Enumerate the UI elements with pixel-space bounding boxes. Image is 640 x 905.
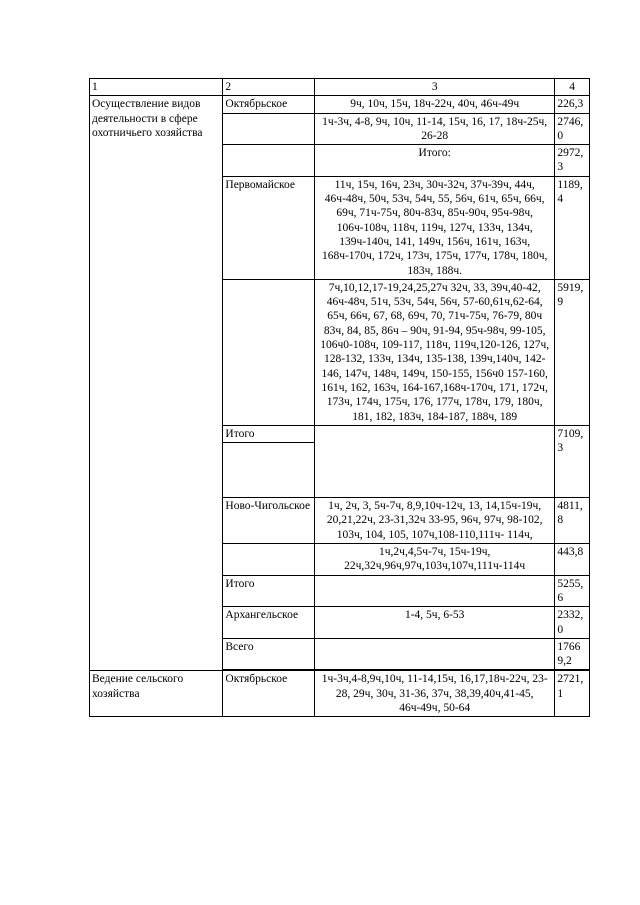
- area-cell: 2972,3: [555, 145, 590, 177]
- plots-cell: 1ч-3ч, 4-8, 9ч, 10ч, 11-14, 15ч, 16, 17, 18ч-25ч, 26-28: [315, 113, 555, 145]
- header-col-4: 4: [555, 79, 590, 96]
- district-cell: [223, 544, 315, 576]
- district-cell: [223, 113, 315, 145]
- area-cell: 2746,0: [555, 113, 590, 145]
- subtotal-label: Итого:: [315, 145, 555, 177]
- district-cell: Октябрьское: [223, 671, 315, 717]
- district-cell: Первомайское: [223, 176, 315, 279]
- activity-cell: Ведение сельского хозяйства: [90, 671, 223, 717]
- area-cell: 4811,8: [555, 498, 590, 544]
- header-col-3: 3: [315, 79, 555, 96]
- district-cell: Итого: [223, 575, 315, 607]
- plots-cell: 7ч,10,12,17-19,24,25,27ч 32ч, 33, 39ч,40-42, 46ч-48ч, 51ч, 53ч, 54ч, 56ч, 57-60,61ч,62-64, 65ч, 66ч, 67, 68, 69ч, 70, 71ч-75ч, 76-79, 80ч 83ч, 84, 85, 86ч – 90ч, 91-94, 95ч-98ч, 99-105, 106ч0-108ч, 109-117, 118ч, 119ч,120-126, 127ч, 128-132, 133ч, 134ч, 135-138, 139ч,140ч, 142-146, 147ч, 148ч, 149ч, 150-155, 156ч0 157-160, 161ч, 162, 163ч, 164-167,168ч-170ч, 171, 172ч, 173ч, 174ч, 175ч, 176, 177ч, 178ч, 179, 180ч, 181, 182, 183ч, 184-187, 188ч, 189: [315, 279, 555, 425]
- district-cell: [223, 279, 315, 425]
- plots-cell: 1ч, 2ч, 3, 5ч-7ч, 8,9,10ч-12ч, 13, 14,15ч-19ч, 20,21,22ч, 23-31,32ч 33-95, 96ч, 97ч, 98-102, 103ч, 104, 105, 107ч,108-110,111ч- 114ч,: [315, 498, 555, 544]
- area-cell: 5255,6: [555, 575, 590, 607]
- area-cell: 2721,1: [555, 671, 590, 717]
- district-cell: Ново-Чигольское: [223, 498, 315, 544]
- area-cell: 17669,2: [555, 638, 590, 670]
- plots-cell: 1ч-3ч,4-8,9ч,10ч, 11-14,15ч, 16,17,18ч-22ч, 23-28, 29ч, 30ч, 31-36, 37ч, 38,39,40ч,41-45, 46ч-49ч, 50-64: [315, 671, 555, 717]
- table-row: [90, 671, 590, 717]
- plots-cell: 11ч, 15ч, 16ч, 23ч, 30ч-32ч, 37ч-39ч, 44ч, 46ч-48ч, 50ч, 53ч, 54ч, 55, 56ч, 61ч, 65ч, 66ч, 69ч, 71ч-75ч, 80ч-83ч, 85ч-90ч, 95ч-98ч, 106ч-108ч, 118ч, 119ч, 127ч, 133ч, 134ч, 139ч-140ч, 141, 149ч, 156ч, 161ч, 163ч, 168ч-170ч, 172ч, 173ч, 175ч, 177ч, 178ч, 180ч, 183ч, 188ч.: [315, 176, 555, 279]
- area-cell: 443,8: [555, 544, 590, 576]
- plots-cell: 1-4, 5ч, 6-53: [315, 607, 555, 639]
- area-cell: 1189,4: [555, 176, 590, 279]
- header-row: [90, 79, 590, 96]
- activity-cell: Осуществление видов деятельности в сфере охотничьего хозяйства: [90, 96, 223, 671]
- area-cell: 5919,9: [555, 279, 590, 425]
- district-cell: Всего: [223, 638, 315, 670]
- land-plots-table: [89, 78, 590, 717]
- table-row: [90, 96, 590, 113]
- plots-cell: [315, 575, 555, 607]
- district-cell: Итого: [223, 425, 315, 442]
- district-cell: Архангельское: [223, 607, 315, 639]
- area-cell: 226,3: [555, 96, 590, 113]
- header-col-2: 2: [223, 79, 315, 96]
- area-cell: 2332,0: [555, 607, 590, 639]
- plots-cell: [315, 425, 555, 497]
- plots-cell: 1ч,2ч,4,5ч-7ч, 15ч-19ч, 22ч,32ч,96ч,97ч,103ч,107ч,111ч-114ч: [315, 544, 555, 576]
- header-col-1: 1: [90, 79, 223, 96]
- district-cell: [223, 145, 315, 177]
- plots-cell: [315, 638, 555, 670]
- plots-cell: 9ч, 10ч, 15ч, 18ч-22ч, 40ч, 46ч-49ч: [315, 96, 555, 113]
- district-cell: Октябрьское: [223, 96, 315, 113]
- district-cell: [223, 443, 315, 498]
- area-cell: 7109,3: [555, 425, 590, 497]
